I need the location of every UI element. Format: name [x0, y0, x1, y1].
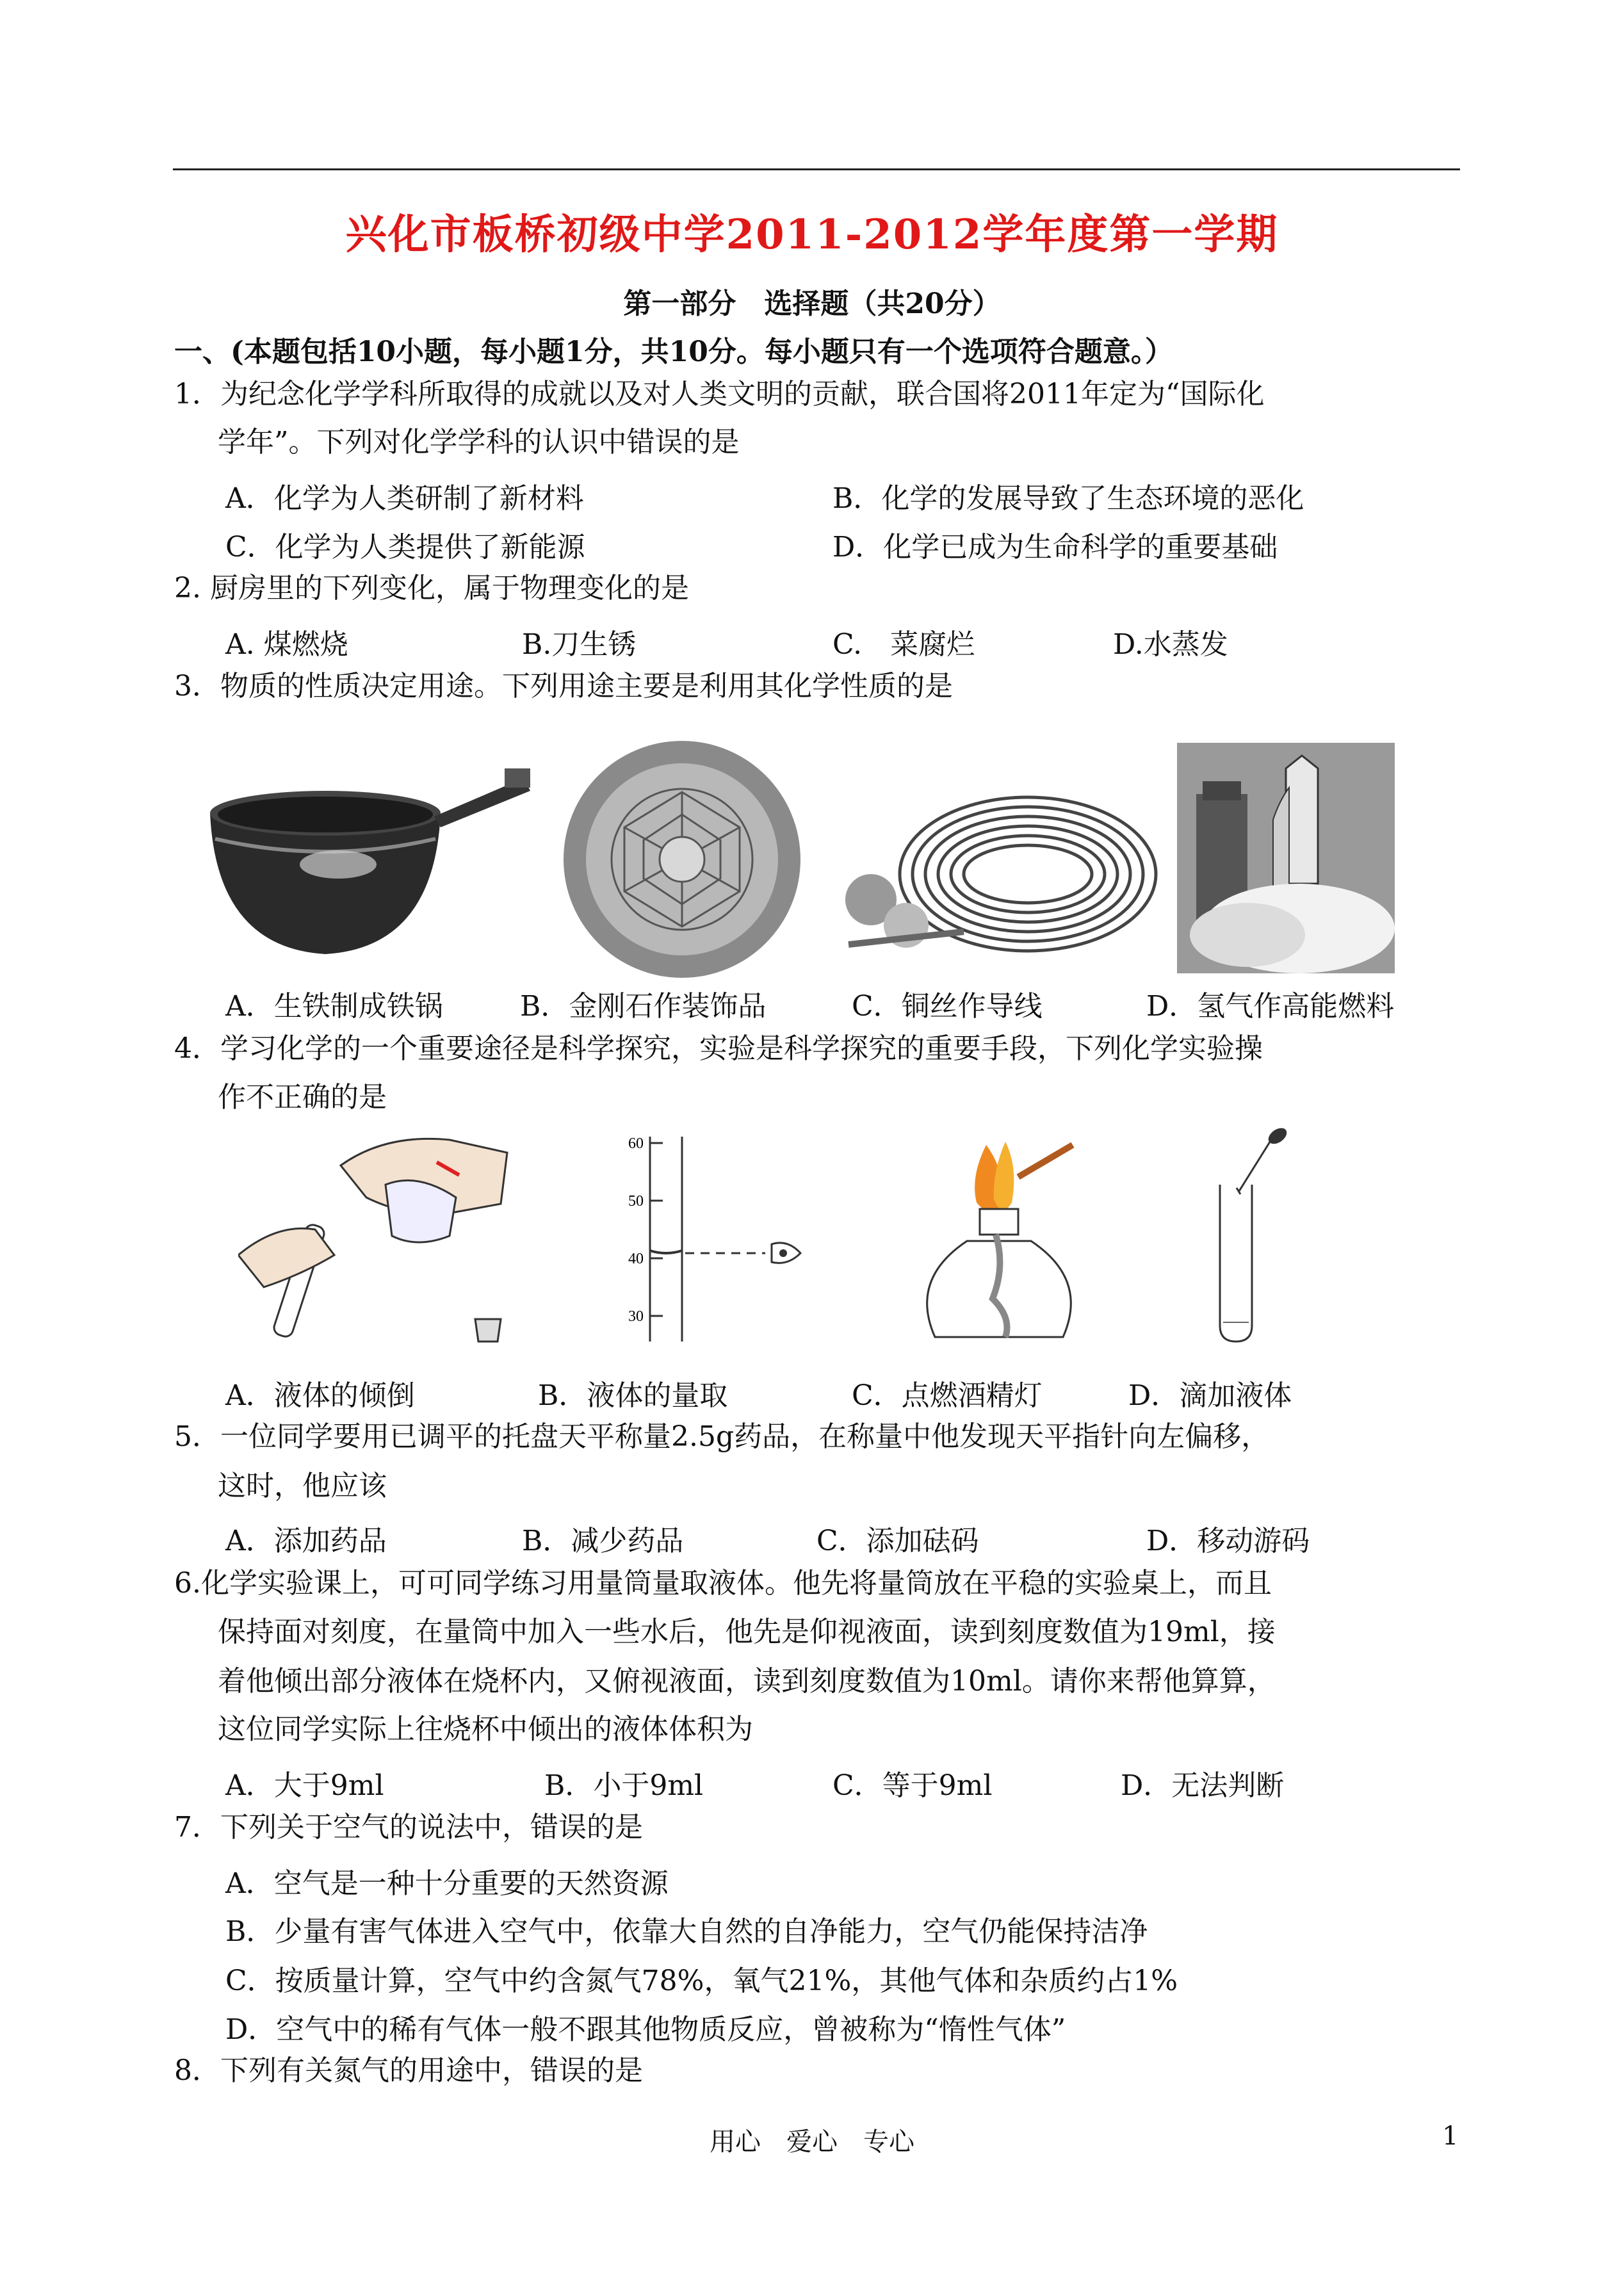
copper-wire-image — [836, 772, 1169, 977]
q6-stem-line2: 保持面对刻度，在量筒中加入一些水后，他先是仰视液面，读到刻度数值为19ml，接 — [218, 1616, 1276, 1648]
pouring-liquid-image — [238, 1127, 514, 1351]
q3-stem: 3．物质的性质决定用途。下列用途主要是利用其化学性质的是 — [174, 670, 953, 702]
hydrogen-rocket-image — [1177, 743, 1395, 973]
dropper-test-tube-image — [1201, 1127, 1316, 1351]
diamond-image — [560, 738, 804, 981]
cylinder-tick-30: 30 — [628, 1308, 644, 1325]
q5-stem-line2: 这时，他应该 — [218, 1470, 387, 1502]
q4-option-c: C．点燃酒精灯 — [852, 1379, 1043, 1412]
q7-option-b: B．少量有害气体进入空气中，依靠大自然的自净能力，空气仍能保持洁净 — [225, 1915, 1148, 1948]
page-number: 1 — [1442, 2121, 1459, 2151]
q4-stem-line2: 作不正确的是 — [218, 1081, 387, 1114]
q6-option-b: B．小于9ml — [544, 1769, 704, 1802]
top-rule — [173, 168, 1460, 170]
cylinder-tick-50: 50 — [628, 1193, 644, 1210]
q2-option-b: B.刀生锈 — [522, 628, 637, 661]
q3-option-b: B．金刚石作装饰品 — [520, 990, 767, 1023]
q1-option-a: A．化学为人类研制了新材料 — [225, 482, 584, 515]
q6-stem-line1: 6.化学实验课上，可可同学练习用量筒量取液体。他先将量筒放在平稳的实验桌上，而且 — [174, 1567, 1272, 1600]
q6-option-c: C．等于9ml — [832, 1769, 993, 1802]
q4-option-b: B．液体的量取 — [538, 1379, 728, 1412]
q6-stem-line4: 这位同学实际上往烧杯中倾出的液体体积为 — [218, 1713, 753, 1746]
q4-stem-line1: 4．学习化学的一个重要途径是科学探究，实验是科学探究的重要手段，下列化学实验操 — [174, 1032, 1263, 1065]
q7-stem: 7．下列关于空气的说法中，错误的是 — [174, 1811, 643, 1844]
q1-option-b: B．化学的发展导致了生态环境的恶化 — [832, 482, 1304, 515]
q6-stem-line3: 着他倾出部分液体在烧杯内，又俯视液面，读到刻度数值为10ml。请你来帮他算算， — [218, 1665, 1276, 1698]
q4-option-d: D．滴加液体 — [1128, 1379, 1292, 1412]
q2-stem: 2. 厨房里的下列变化，属于物理变化的是 — [174, 572, 689, 604]
q3-option-c: C．铜丝作导线 — [852, 990, 1043, 1023]
q2-option-c: C. 菜腐烂 — [832, 628, 975, 661]
q5-option-c: C．添加砝码 — [816, 1525, 979, 1557]
q2-option-a: A. 煤燃烧 — [225, 628, 348, 661]
q8-stem: 8．下列有关氮气的用途中，错误的是 — [174, 2054, 643, 2087]
q5-stem-line1: 5．一位同学要用已调平的托盘天平称量2.5g药品，在称量中他发现天平指针向左偏移， — [174, 1420, 1270, 1453]
part-heading: 第一部分 选择题（共20分） — [623, 288, 1001, 320]
q6-option-a: A．大于9ml — [225, 1769, 384, 1802]
q1-option-d: D．化学已成为生命科学的重要基础 — [832, 531, 1278, 564]
page-footer: 用心 爱心 专心 — [710, 2127, 914, 2157]
q1-stem-line1: 1．为纪念化学学科所取得的成就以及对人类文明的贡献，联合国将2011年定为“国际化 — [174, 378, 1265, 410]
q7-option-c: C．按质量计算，空气中约含氮气78%，氧气21%，其他气体和杂质约占1% — [225, 1965, 1178, 1997]
q3-option-d: D．氢气作高能燃料 — [1146, 990, 1395, 1023]
iron-wok-image — [204, 756, 537, 967]
q5-option-b: B．减少药品 — [522, 1525, 684, 1557]
q3-option-a: A．生铁制成铁锅 — [225, 990, 443, 1023]
q5-option-d: D．移动游码 — [1146, 1525, 1310, 1557]
q1-option-c: C．化学为人类提供了新能源 — [225, 531, 585, 564]
cylinder-tick-40: 40 — [628, 1251, 644, 1267]
alcohol-lamp-image — [922, 1132, 1114, 1350]
q2-option-d: D.水蒸发 — [1113, 628, 1228, 661]
q7-option-a: A．空气是一种十分重要的天然资源 — [225, 1867, 669, 1900]
q1-stem-line2: 学年”。下列对化学学科的认识中错误的是 — [218, 426, 740, 458]
q6-option-d: D．无法判断 — [1121, 1769, 1285, 1802]
section-heading: 一、(本题包括10小题，每小题1分，共10分。每小题只有一个选项符合题意。） — [174, 336, 1173, 368]
q5-option-a: A．添加药品 — [225, 1525, 387, 1557]
q4-option-a: A．液体的倾倒 — [225, 1379, 415, 1412]
q7-option-d: D．空气中的稀有气体一般不跟其他物质反应，曾被称为“惰性气体” — [225, 2013, 1066, 2046]
graduated-cylinder-image — [580, 1130, 816, 1348]
document-title: 兴化市板桥初级中学2011-2012学年度第一学期 — [345, 211, 1279, 259]
cylinder-tick-60: 60 — [628, 1135, 644, 1152]
